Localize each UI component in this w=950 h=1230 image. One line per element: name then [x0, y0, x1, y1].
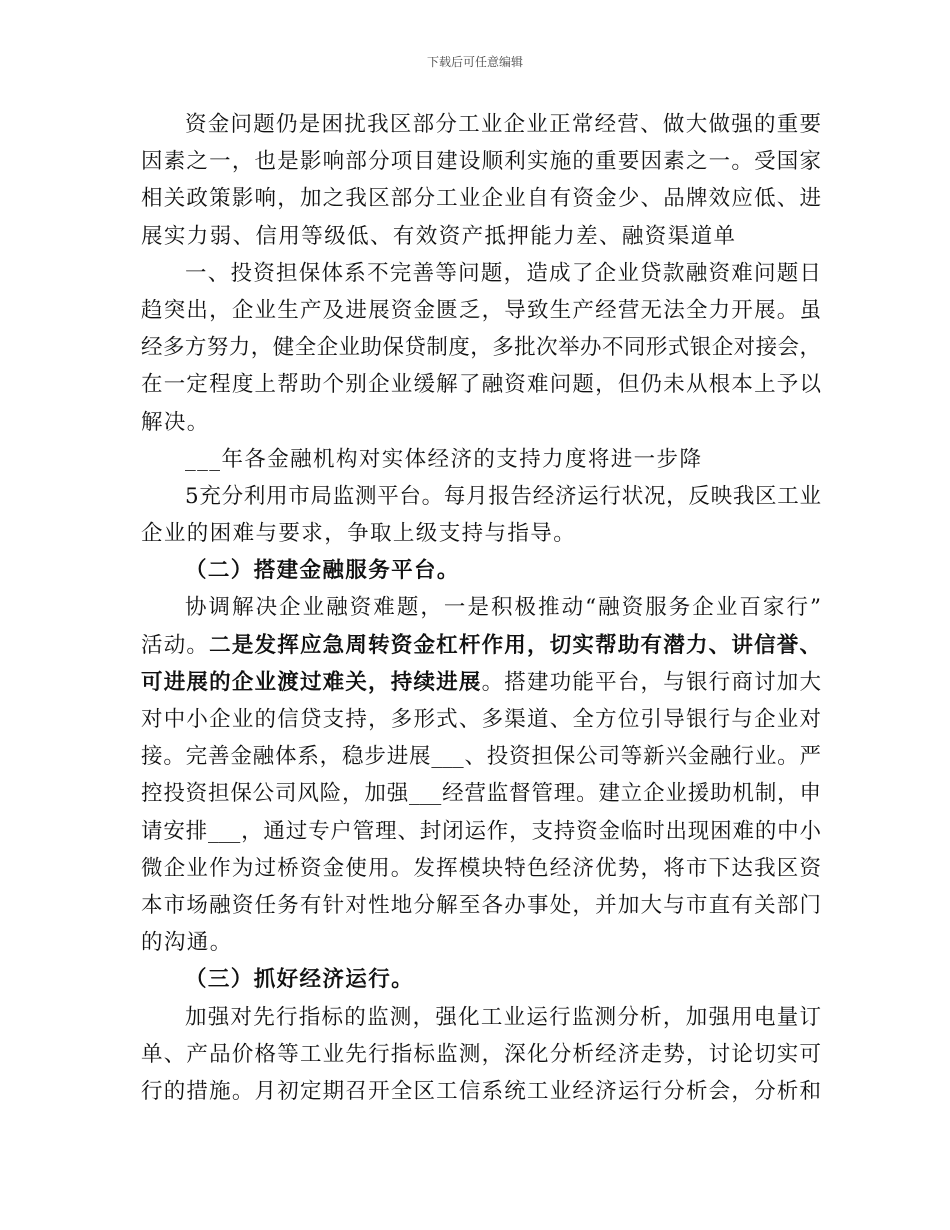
text-line: 接。完善金融体系，稳步进展___、投资担保公司等新兴金融行业。严	[141, 744, 821, 770]
text-line: ___年各金融机构对实体经济的支持力度将进一步降	[185, 446, 703, 472]
text-line: 加强对先行指标的监测，强化工业运行监测分析，加强用电量订	[185, 1004, 821, 1030]
text-line: 资金问题仍是困扰我区部分工业企业正常经营、做大做强的重要	[185, 112, 821, 137]
section-heading: （三）抓好经济运行。	[185, 967, 415, 993]
text-line: 本市场融资任务有针对性地分解至各办事处，并加大与市直有关部门	[141, 892, 821, 918]
text-line: 控投资担保公司风险，加强___经营监督管理。建立企业援助机制，申	[141, 781, 821, 807]
text-line: 行的措施。月初定期召开全区工信系统工业经济运行分析会，分析和	[141, 1078, 821, 1104]
text-line: 因素之一，也是影响部分项目建设顺利实施的重要因素之一。受国家	[141, 149, 821, 175]
text-line: 单、产品价格等工业先行指标监测，深化分析经济走势，讨论切实可	[141, 1041, 821, 1067]
text-line: 请安排___，通过专户管理、封闭运作，支持资金临时出现困难的中小	[141, 818, 821, 844]
bold-text-run: 二是发挥应急周转资金杠杆作用，切实帮助有潜力、讲信誉、	[209, 632, 821, 658]
text-line: 协调解决企业融资难题，一是积极推动“融资服务企业百家行”	[185, 595, 821, 621]
text-line: 在一定程度上帮助个别企业缓解了融资难问题，但仍未从根本上予以	[141, 372, 821, 398]
text-line: 趋突出，企业生产及进展资金匮乏，导致生产经营无法全力开展。虽	[141, 297, 821, 323]
text-line: 一、投资担保体系不完善等问题，造成了企业贷款融资难问题日	[185, 260, 821, 286]
text-line: 微企业作为过桥资金使用。发挥模块特色经济优势，将市下达我区资	[141, 855, 821, 881]
bold-text-run: 可进展的企业渡过难关，持续进展	[141, 669, 482, 695]
text-run: 活动。	[141, 632, 210, 658]
text-line: 对中小企业的信贷支持，多形式、多渠道、全方位引导银行与企业对	[141, 707, 821, 732]
document-body	[141, 106, 821, 1110]
text-line: 解决。	[141, 409, 210, 435]
text-line: 展实力弱、信用等级低、有效资产抵押能力差、融资渠道单	[141, 223, 737, 249]
text-run: 。搭建功能平台，与银行商讨加大	[481, 669, 821, 695]
text-line	[141, 627, 821, 664]
text-line: 的沟通。	[141, 930, 233, 956]
page-header: 下载后可任意编辑	[426, 55, 523, 69]
text-line	[141, 664, 821, 701]
text-line: 相关政策影响，加之我区部分工业企业自有资金少、品牌效应低、进	[141, 186, 821, 212]
text-line: 企业的困难与要求，争取上级支持与指导。	[141, 521, 577, 547]
section-heading: （二）搭建金融服务平台。	[185, 558, 460, 584]
text-line: 5充分利用市局监测平台。每月报告经济运行状况，反映我区工业	[185, 483, 821, 509]
text-line: 经多方努力，健全企业助保贷制度，多批次举办不同形式银企对接会，	[141, 335, 821, 361]
